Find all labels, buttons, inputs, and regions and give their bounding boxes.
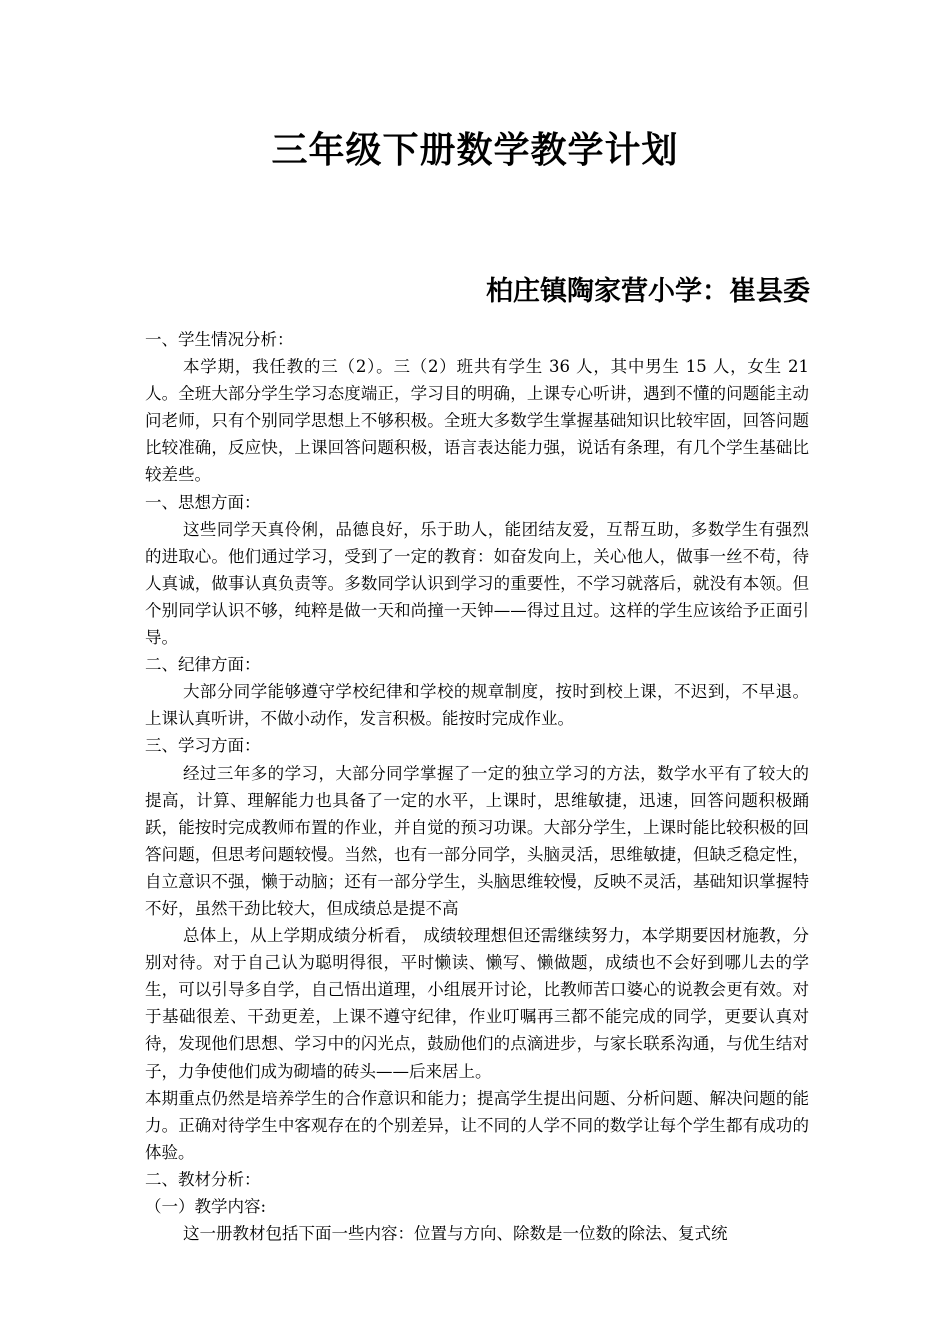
section-heading: 一、思想方面：	[145, 492, 261, 512]
body-paragraph: 本期重点仍然是培养学生的合作意识和能力；提高学生提出问题、分析问题、解决问题的能力。正确对待学生中客观存在的个别差异，让不同的人学不同的数学让每个学生都有成功的体验。	[145, 1088, 809, 1162]
section-heading: 三、学习方面：	[145, 736, 261, 756]
author-line: 柏庄镇陶家营小学：崔县委	[486, 276, 810, 307]
section-heading: 一、学生情况分析：	[145, 330, 294, 349]
body-paragraph: 经过三年多的学习，大部分同学掌握了一定的独立学习的方法，数学水平有了较大的提高，计算、理解能力也具备了一定的水平，上课时，思维敏捷，迅速，回答问题积极踊跃，能按时完成教师布置的作业，并自觉的预习功课。大部分学生，上课时能比较积极的回答问题，但思考问题较慢。当然，也有一部分同学，头脑灵活，思维敏捷，但缺乏稳定性，自立意识不强，懒于动脑；还有一部分学生，头脑思维较慢，反映不灵活，基础知识掌握特不好，虽然干劲比较大，但成绩总是提不高	[145, 763, 809, 918]
body-paragraph: 总体上，从上学期成绩分析看， 成绩较理想但还需继续努力，本学期要因材施教，分别对待。对于自己认为聪明得很，平时懒读、懒写、懒做题，成绩也不会好到哪儿去的学生，可以引导多自学，自己悟出道理，小组展开讨论，比教师苦口婆心的说教会更有效。对于基础很差、干劲更差，上课不遵守纪律，作业叮嘱再三都不能完成的同学，更要认真对待，发现他们思想、学习中的闪光点，鼓励他们的点滴进步，与家长联系沟通，与优生结对子，力争使他们成为砌墙的砖头——后来居上。	[145, 926, 809, 1081]
body-paragraph: 本学期，我任教的三（2）。三（2）班共有学生 36 人，其中男生 15 人，女生 21 人。全班大部分学生学习态度端正，学习目的明确，上课专心听讲，遇到不懂的问题能主动问老师，只有个别同学思想上不够积极。全班大多数学生掌握基础知识比较牢固，回答问题比较准确，反应快，上课回答问题积极，语言表达能力强，说话有条理，有几个学生基础比较差些。	[145, 357, 809, 485]
body-paragraph: 大部分同学能够遵守学校纪律和学校的规章制度，按时到校上课，不迟到，不早退。上课认真听讲，不做小动作，发言积极。能按时完成作业。	[145, 682, 809, 729]
section-heading: （一）教学内容:	[145, 1197, 267, 1216]
document-body	[145, 326, 809, 1247]
section-heading: 二、纪律方面：	[145, 655, 261, 675]
body-paragraph: 这一册教材包括下面一些内容：位置与方向、除数是一位数的除法、复式统	[183, 1224, 728, 1244]
body-paragraph: 这些同学天真伶俐，品德良好，乐于助人，能团结友爱，互帮互助，多数学生有强烈的进取心。他们通过学习，受到了一定的教育：如奋发向上，关心他人，做事一丝不苟，待人真诚，做事认真负责等。多数同学认识到学习的重要性，不学习就落后，就没有本领。但个别同学认识不够，纯粹是做一天和尚撞一天钟——得过且过。这样的学生应该给予正面引导。	[145, 519, 809, 648]
section-heading: 二、教材分析：	[145, 1169, 261, 1189]
document-title: 三年级下册数学教学计划	[271, 130, 679, 171]
